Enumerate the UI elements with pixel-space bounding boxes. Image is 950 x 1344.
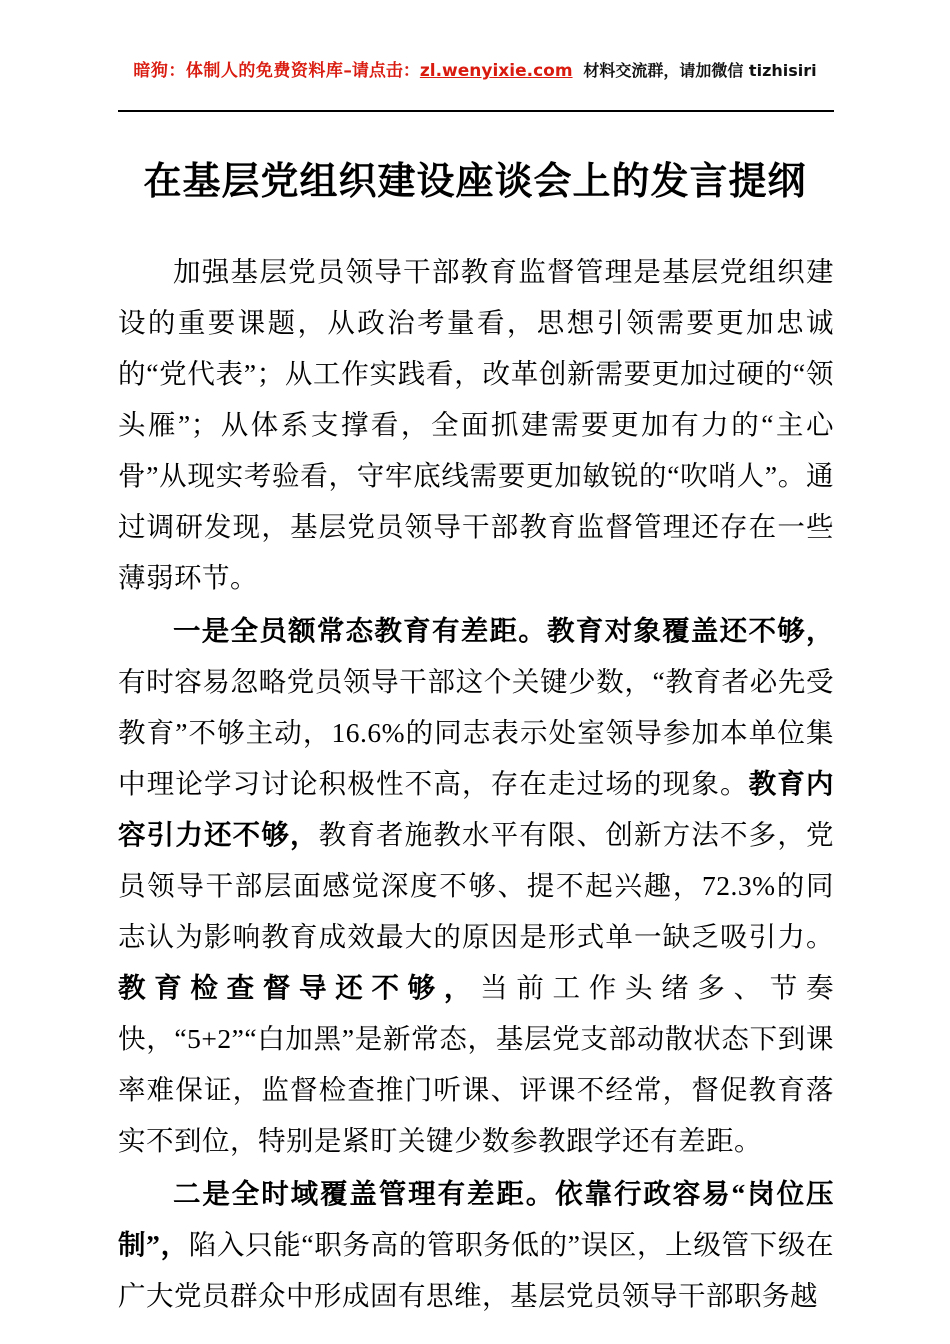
banner-dash-text: –请点击：	[343, 61, 420, 81]
banner-link[interactable]: zl.wenyixie.com	[419, 61, 573, 81]
emphasis-run: 二是全时域覆盖管理有差距。依靠行政容易“岗位压制”，	[118, 1178, 834, 1260]
banner-black-text: 材料交流群，请加微信 tizhisiri	[583, 61, 817, 80]
promo-banner	[0, 58, 950, 84]
document-body	[118, 246, 834, 1323]
emphasis-run: 教育内容引力还不够，	[118, 768, 835, 850]
text-run: 有时容易忽略党员领导干部这个关键少数，“教育者必先受教育”不够主动，16.6%的同志表示处室领导参加本单位集中理论学习讨论积极性不高，存在走过场的现象。	[118, 666, 834, 799]
page-title: 在基层党组织建设座谈会上的发言提纲	[143, 158, 807, 203]
text-run: 教育者施教水平有限、创新方法不多，党员领导干部层面感觉深度不够、提不起兴趣，72.3%的同志认为影响教育成效最大的原因是形式单一缺乏吸引力。	[118, 819, 835, 952]
emphasis-run: 教育检查督导还不够，	[118, 972, 481, 1003]
paragraph-2	[118, 605, 834, 1166]
text-run: 陷入只能“职务高的管职务低的”误区，上级管下级在广大党员群众中形成固有思维，基层党员领导干部职务越	[118, 1229, 834, 1311]
text-run: 加强基层党员领导干部教育监督管理是基层党组织建设的重要课题，从政治考量看，思想引领需要更加忠诚的“党代表”；从工作实践看，改革创新需要更加过硬的“领头雁”；从体系支撑看，全面抓建需要更加有力的“主心骨”从现实考验看，守牢底线需要更加敏锐的“吹哨人”。通过调研发现，基层党员领导干部教育监督管理还存在一些薄弱环节。	[118, 256, 834, 593]
text-run: 当前工作头绪多、节奏快，“5+2”“白加黑”是新常态，基层党支部动散状态下到课率难保证，监督检查推门听课、评课不经常，督促教育落实不到位，特别是紧盯关键少数参教跟学还有差距。	[118, 972, 835, 1156]
banner-red-text: 暗狗：体制人的免费资料库	[133, 61, 344, 81]
emphasis-run: 一是全员额常态教育有差距。教育对象覆盖还不够，	[173, 615, 834, 646]
header-divider	[118, 110, 834, 112]
paragraph-1	[118, 246, 834, 603]
paragraph-3	[118, 1168, 834, 1321]
